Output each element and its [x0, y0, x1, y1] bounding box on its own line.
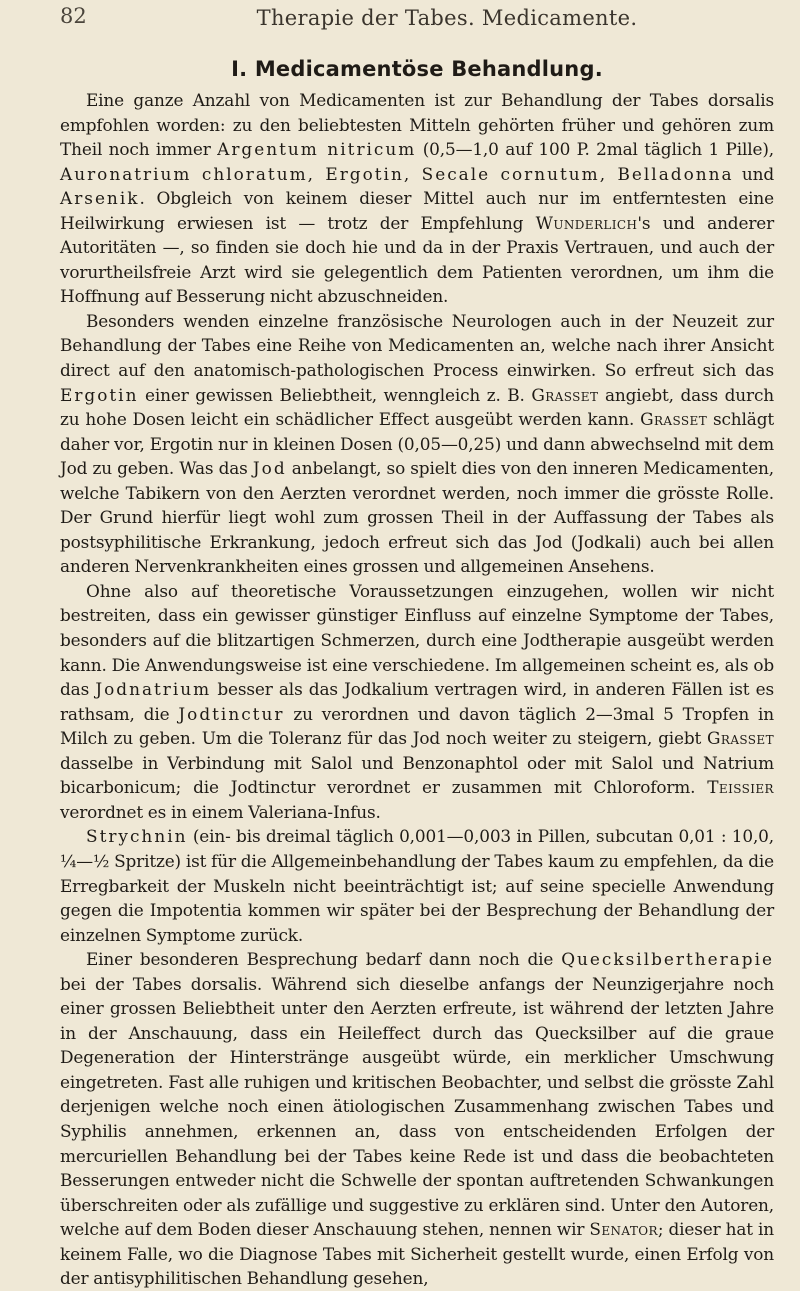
text-run: Einer besonderen Besprechung bedarf dann noch die: [86, 949, 562, 970]
text-run: anbelangt, so spielt dies von den inneren Medicamenten, welche Tabikern von den Aerzten verordnet werden, noch immer die grösste Rolle. Der Grund hierfür liegt wohl zum grossen Theil in der Auffassung der Tabes als postsyphilitische Erkrankung, jedoch erfreut sich das Jod (Jodkali) auch bei allen anderen Nervenkrankheiten eines grossen und allgemeinen Ansehens.: [60, 458, 774, 577]
text-run: . Obgleich von keinem dieser Mittel auch nur im entferntesten eine Heilwirkung erwiesen ist — trotz der Empfehlung: [60, 188, 774, 233]
spaced-term: Jod: [252, 458, 287, 479]
body-text: [60, 88, 774, 1291]
text-run: besser als das Jodkalium vertragen wird, in anderen Fällen ist es rathsam, die: [60, 679, 774, 724]
text-run: Ohne also auf theoretische Voraussetzungen einzugehen, wollen wir nicht bestreiten, dass ein gewisser günstiger Einfluss auf einzelne Symptome der Tabes, besonders auf die blitzartigen Schmerzen, durch eine Jodtherapie ausgeübt werden kann. Die Anwendungsweise ist eine verschiedene. Im allgemeinen scheint es, als ob das: [60, 580, 774, 700]
running-title: Therapie der Tabes. Medicamente.: [256, 6, 638, 30]
paragraph-iodine-therapy: [60, 579, 774, 824]
text-run: (ein- bis dreimal täglich 0,001—0,003 in Pillen, subcutan 0,01 : 10,0, ¼—½ Spritze) ist für die Allgemeinbehandlung der Tabes kaum zu empfehlen, da die Erregbarkeit der Muskeln nicht beeinträchtigt ist; auf seine specielle Anwendung gegen die Impotentia kommen wir später bei der Besprechung der Behandlung der einzelnen Symptome zurück.: [60, 826, 774, 945]
paragraph-strychnine: [60, 824, 774, 947]
section-heading: I. Medicamentöse Behandlung.: [231, 57, 603, 81]
text-run: Besonders wenden einzelne französische Neurologen auch in der Neuzeit zur Behandlung der Tabes eine Reihe von Medicamenten an, welche nach ihrer Ansicht direct auf den anatomisch-pathologischen Process einwirken. So erfreut sich das: [60, 310, 774, 381]
author-name: Wunderlich: [535, 212, 638, 233]
text-run: bei der Tabes dorsalis. Während sich dieselbe anfangs der Neunzigerjahre noch einer grossen Beliebtheit unter den Aerzten erfreute, ist während der letzten Jahre in der Anschauung, dass ein Heileffect durch das Quecksilber auf die graue Degeneration der Hinterstränge ausgeübt würde, ein merklicher Umschwung eingetreten. Fast alle ruhigen und kritischen Beobachter, und selbst die grösste Zahl derjenigen welche noch einen ätiologischen Zusammenhang zwischen Tabes und Syphilis annehmen, erkennen an, dass von entscheidenden Erfolgen der mercuriellen Behandlung bei der Tabes keine Rede ist und dass die beobachteten Besserungen entweder nicht die Schwelle der spontan auftretenden Schwankungen überschreiten oder als zufällige und suggestive zu erklären sind. Unter den Autoren, welche auf dem Boden dieser Anschauung stehen, nennen wir: [60, 973, 774, 1240]
spaced-term: Jodnatrium: [95, 679, 212, 700]
author-name: Teissier: [707, 777, 774, 798]
text-run: zu verordnen und davon täglich 2—3mal 5 Tropfen in Milch zu geben. Um die Toleranz für das Jod noch weiter zu steigern, giebt: [60, 703, 775, 749]
page-number: 82: [60, 4, 87, 28]
spaced-term: Jodtinctur: [178, 703, 285, 724]
text-run: dasselbe in Verbindung mit Salol und Benzonaphtol oder mit Salol und Natrium bicarbonicum; die Jodtinctur verordnet er zusammen mit Chloroform.: [60, 752, 774, 798]
author-name: Grasset: [640, 409, 708, 430]
text-run: schlägt daher vor, Ergotin nur in kleinen Dosen (0,05—0,25) und dann abwechselnd mit dem Jod zu geben. Was das: [60, 409, 774, 479]
text-run: verordnet es in einem Valeriana-Infus.: [60, 801, 381, 822]
author-name: Senator: [589, 1219, 658, 1240]
text-run: einer gewissen Beliebtheit, wenngleich z. B.: [138, 384, 532, 405]
text-run: angiebt, dass durch zu hohe Dosen leicht ein schädlicher Effect ausgeübt werden kann.: [60, 384, 774, 430]
paragraph-french-neurologists: [60, 309, 774, 579]
author-name: Grasset: [531, 384, 599, 405]
text-run: ; dieser hat in keinem Falle, wo die Diagnose Tabes mit Sicherheit gestellt wurde, einen Erfolg von der antisyphilitischen Behandlung gesehen,: [60, 1219, 774, 1289]
text-run: (0,5—1,0 auf 100 P. 2mal täglich 1 Pille),: [416, 139, 774, 160]
text-run: 's und anderer Autoritäten —, so finden sie doch hie und da in der Praxis Vertrauen, und auch der vorurtheilsfreie Arzt wird sie gelegentlich dem Patienten verordnen, um ihm die Hoffnung auf Besserung nicht abzuschneiden.: [60, 212, 775, 307]
paragraph-mercury-therapy: [60, 947, 774, 1291]
spaced-term: Arsenik: [60, 188, 140, 209]
spaced-term: Strychnin: [86, 826, 188, 847]
text-run: Eine ganze Anzahl von Medicamenten ist zur Behandlung der Tabes dorsalis empfohlen worden: zu den beliebtesten Mitteln gehörten früher und gehören zum Theil noch immer: [60, 90, 774, 160]
spaced-term: Ergotin: [60, 384, 139, 405]
spaced-term: Quecksilbertherapie: [561, 949, 774, 970]
text-run: und: [733, 163, 774, 184]
running-header: [60, 2, 774, 42]
paragraph-medicament-list: [60, 88, 774, 309]
spaced-term: Argentum nitricum: [217, 139, 417, 160]
author-name: Grasset: [707, 728, 774, 749]
spaced-term: Auronatrium chloratum, Ergotin, Secale cornutum, Belladonna: [60, 163, 734, 184]
